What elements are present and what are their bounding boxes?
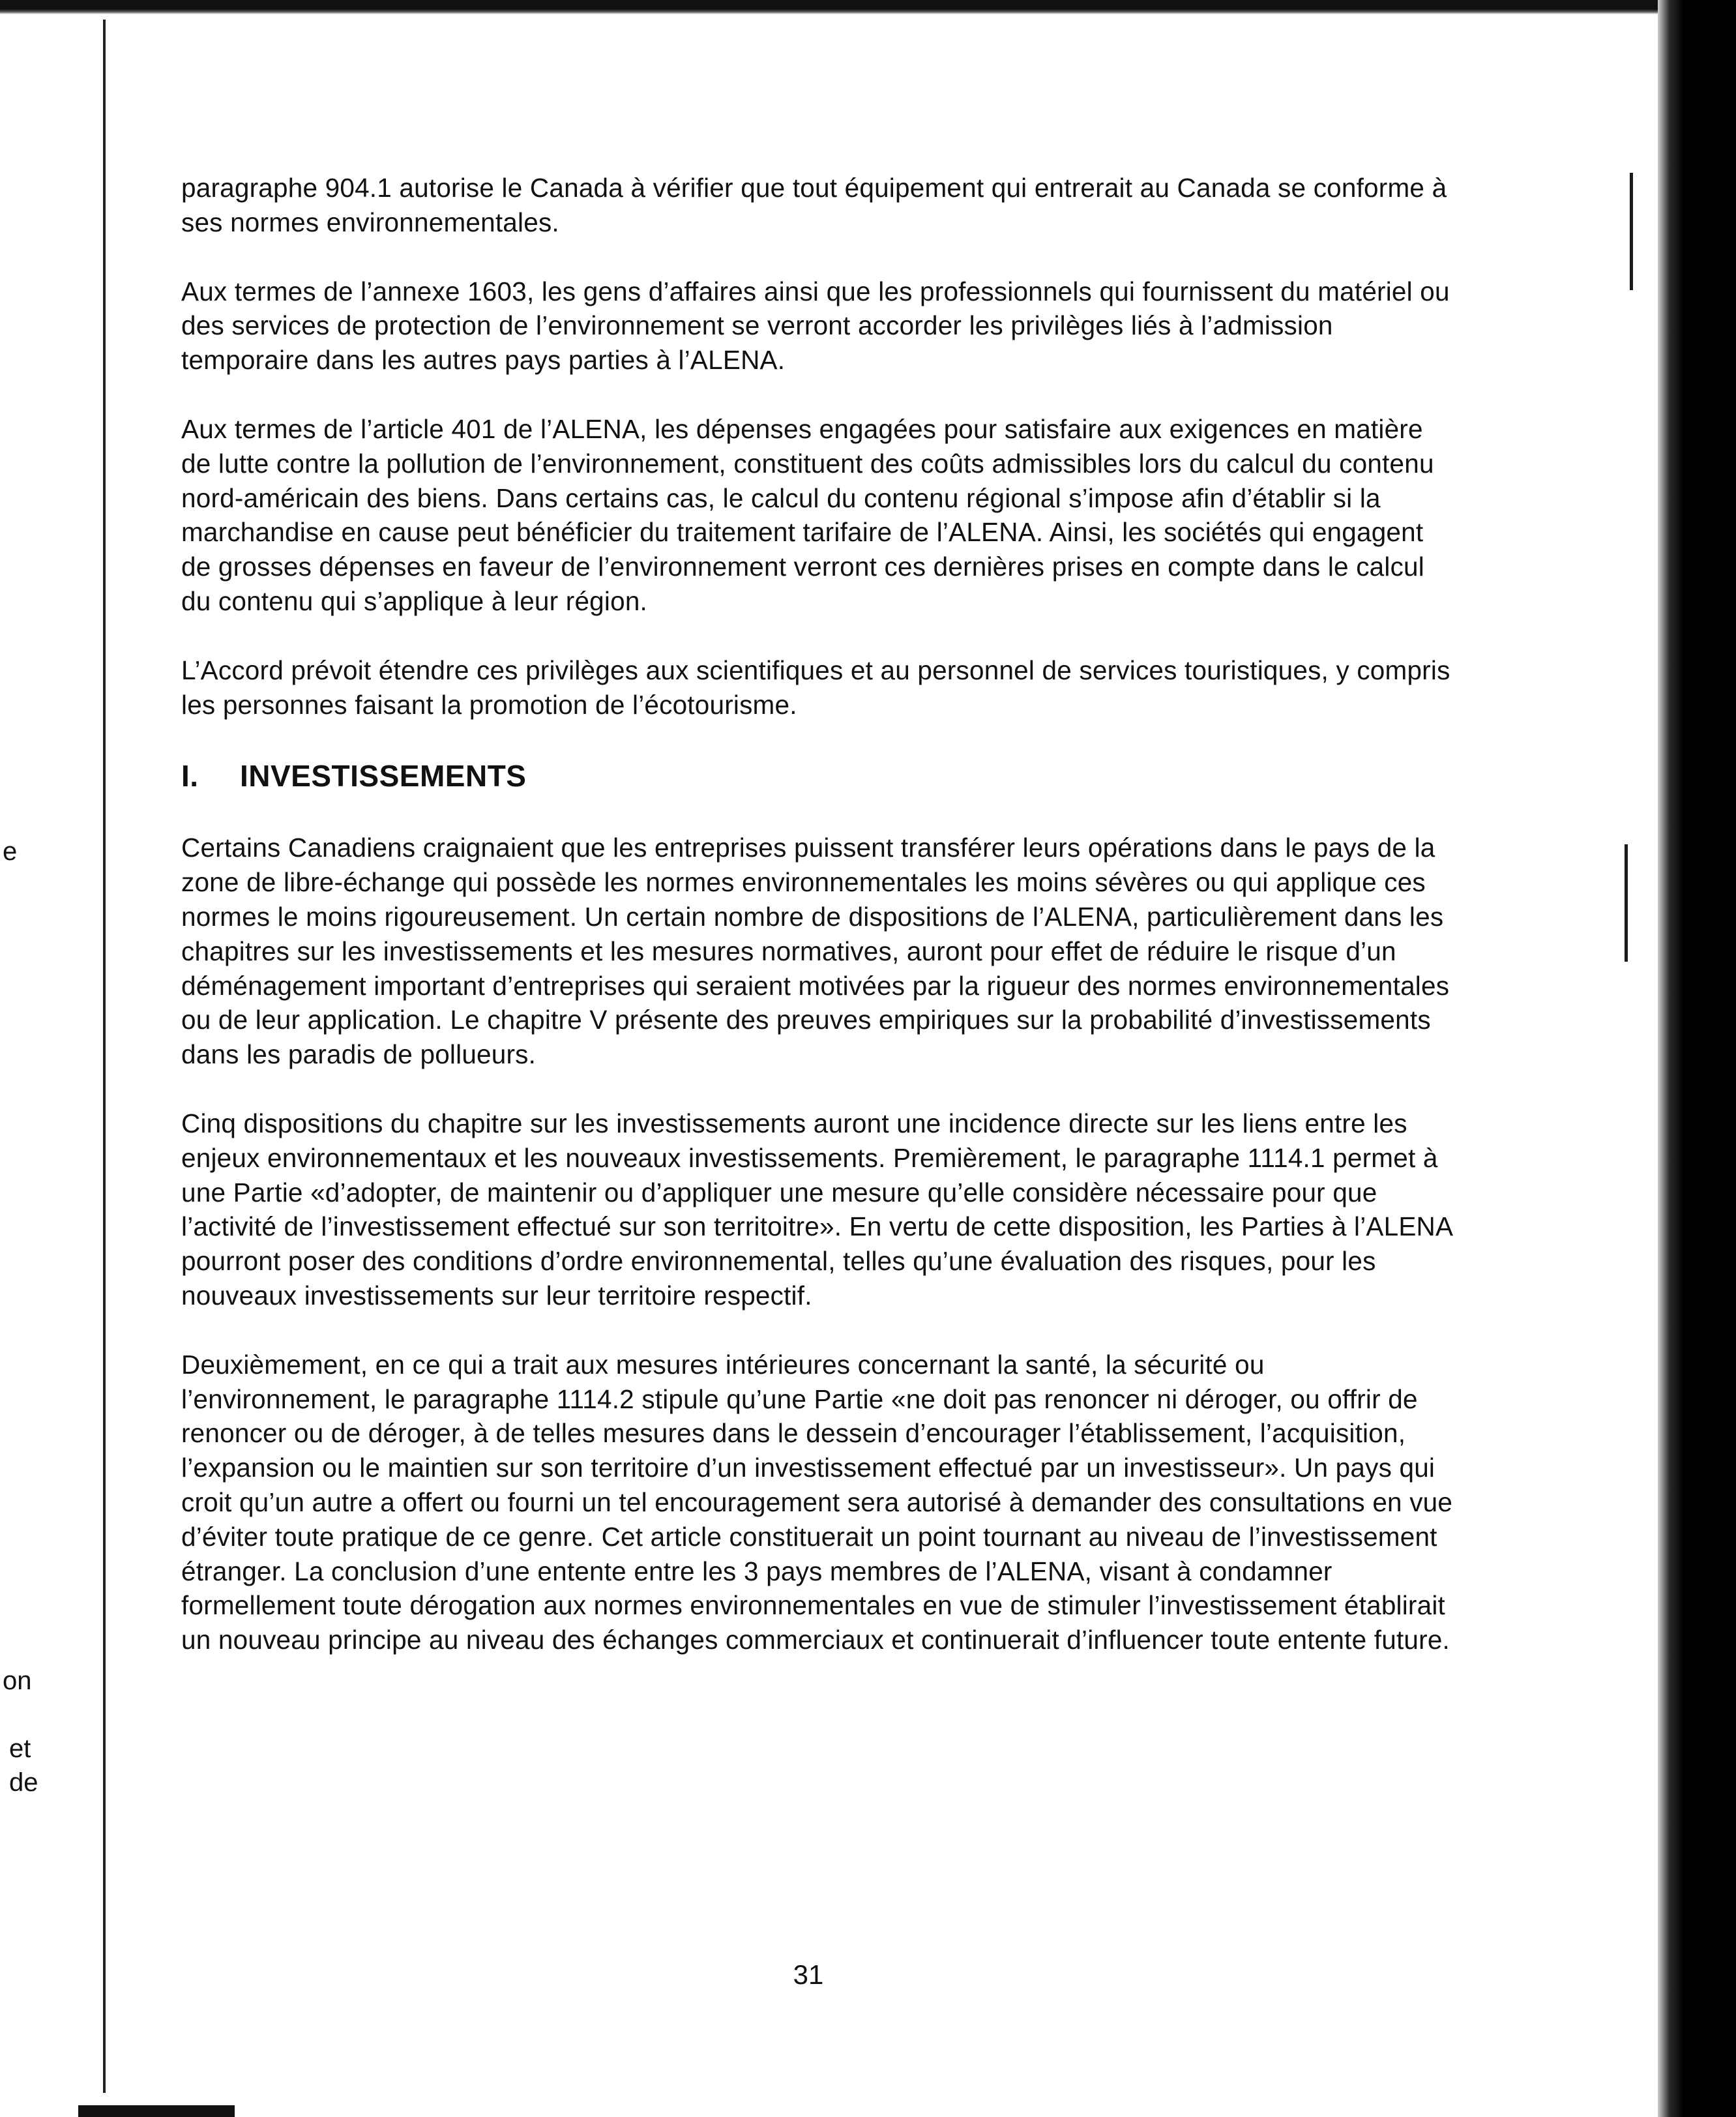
paragraph: Cinq dispositions du chapitre sur les investissements auront une incidence directe sur les liens entre les enjeux environnementaux et les nouveaux investissements. Premièrement, le paragraphe 1114.1 permet à une Partie «d’adopter, de maintenir ou d’appliquer une mesure qu’elle considère nécessaire pour que l’activité de l’investissement effectué sur son territoitre». En vertu de cette disposition, les Parties à l’ALENA pourront poser des conditions d’ordre environnemental, telles qu’une évaluation des risques, pour les nouveaux investissements sur leur territoire respectif. bbox=[181, 1108, 1452, 1310]
margin-fragment: et bbox=[9, 1734, 31, 1763]
scan-right-edge bbox=[1658, 0, 1736, 2117]
paragraph: Aux termes de l’article 401 de l’ALENA, les dépenses engagées pour satisfaire aux exigences en matière de lutte contre la pollution de l’environnement, constituent des coûts admissibles lors du calcul du contenu nord-américain des biens. Dans certains cas, le calcul du contenu régional s’impose afin d’établir si la marchandise en cause peut bénéficier du traitement tarifaire de l’ALENA. Ainsi, les sociétés qui engagent de grosses dépenses en faveur de l’environnement verront ces dernières prises en compte dans le calcul du contenu qui s’applique à leur région. bbox=[181, 413, 1434, 616]
margin-fragment: de bbox=[9, 1768, 38, 1797]
scan-binding-line bbox=[103, 20, 106, 2093]
paragraph: Aux termes de l’annexe 1603, les gens d’affaires ainsi que les professionnels qui fournissent du matériel ou des services de protection de l’environnement se verront accorder les privilèges liés à l’admission temporaire dans les autres pays parties à l’ALENA. bbox=[181, 276, 1450, 376]
section-number: I. bbox=[181, 759, 199, 793]
paragraph: paragraphe 904.1 autorise le Canada à vérifier que tout équipement qui entrerait au Canada se conforme à ses normes environnementales. bbox=[181, 173, 1447, 237]
scan-top-edge bbox=[0, 0, 1736, 14]
paragraph: L’Accord prévoit étendre ces privilèges aux scientifiques et au personnel de services touristiques, y compris les personnes faisant la promotion de l’écotourisme. bbox=[181, 655, 1450, 720]
paragraph: Deuxièmement, en ce qui a trait aux mesures intérieures concernant la santé, la sécurité ou l’environnement, le paragraphe 1114.2 stipule qu’une Partie «ne doit pas renoncer ni déroger, ou offrir de renoncer ou de déroger, à de telles mesures dans le dessein d’encourager l’établissement, l’acquisition, l’expansion ou le maintien sur son territoire d’un investissement effectué par un investisseur». Un pays qui croit qu’un autre a offert ou fourni un tel encouragement sera autorisé à demander des consultations en vue d’éviter toute pratique de ce genre. Cet article constituerait un point tournant au niveau de l’investissement étranger. La conclusion d’une entente entre les 3 pays membres de l’ALENA, visant à condamner formellement toute dérogation aux normes environnementales en vue de stimuler l’investissement établirait un nouveau principe au niveau des échanges commerciaux et continuerait d’influencer toute entente future. bbox=[181, 1349, 1453, 1655]
section-heading bbox=[181, 756, 1459, 795]
document-body bbox=[181, 171, 1459, 1692]
section-title: INVESTISSEMENTS bbox=[240, 759, 527, 793]
margin-fragment: e bbox=[3, 837, 18, 866]
scan-bottom-edge bbox=[78, 2105, 235, 2117]
margin-fragment: on bbox=[3, 1666, 32, 1695]
scan-mark bbox=[1625, 844, 1628, 962]
paragraph: Certains Canadiens craignaient que les entreprises puissent transférer leurs opérations dans le pays de la zone de libre-échange qui possède les normes environnementales les moins sévères ou qui applique ces normes le moins rigoureusement. Un certain nombre de dispositions de l’ALENA, particulièrement dans les chapitres sur les investissements et les mesures normatives, auront pour effet de réduire le risque d’un déménagement important d’entreprises qui seraient motivées par la rigueur des normes environnementales ou de leur application. Le chapitre V présente des preuves empiriques sur la probabilité d’investissements dans les paradis de pollueurs. bbox=[181, 833, 1450, 1070]
page-number: 31 bbox=[793, 1959, 824, 1990]
scan-mark bbox=[1630, 173, 1633, 290]
